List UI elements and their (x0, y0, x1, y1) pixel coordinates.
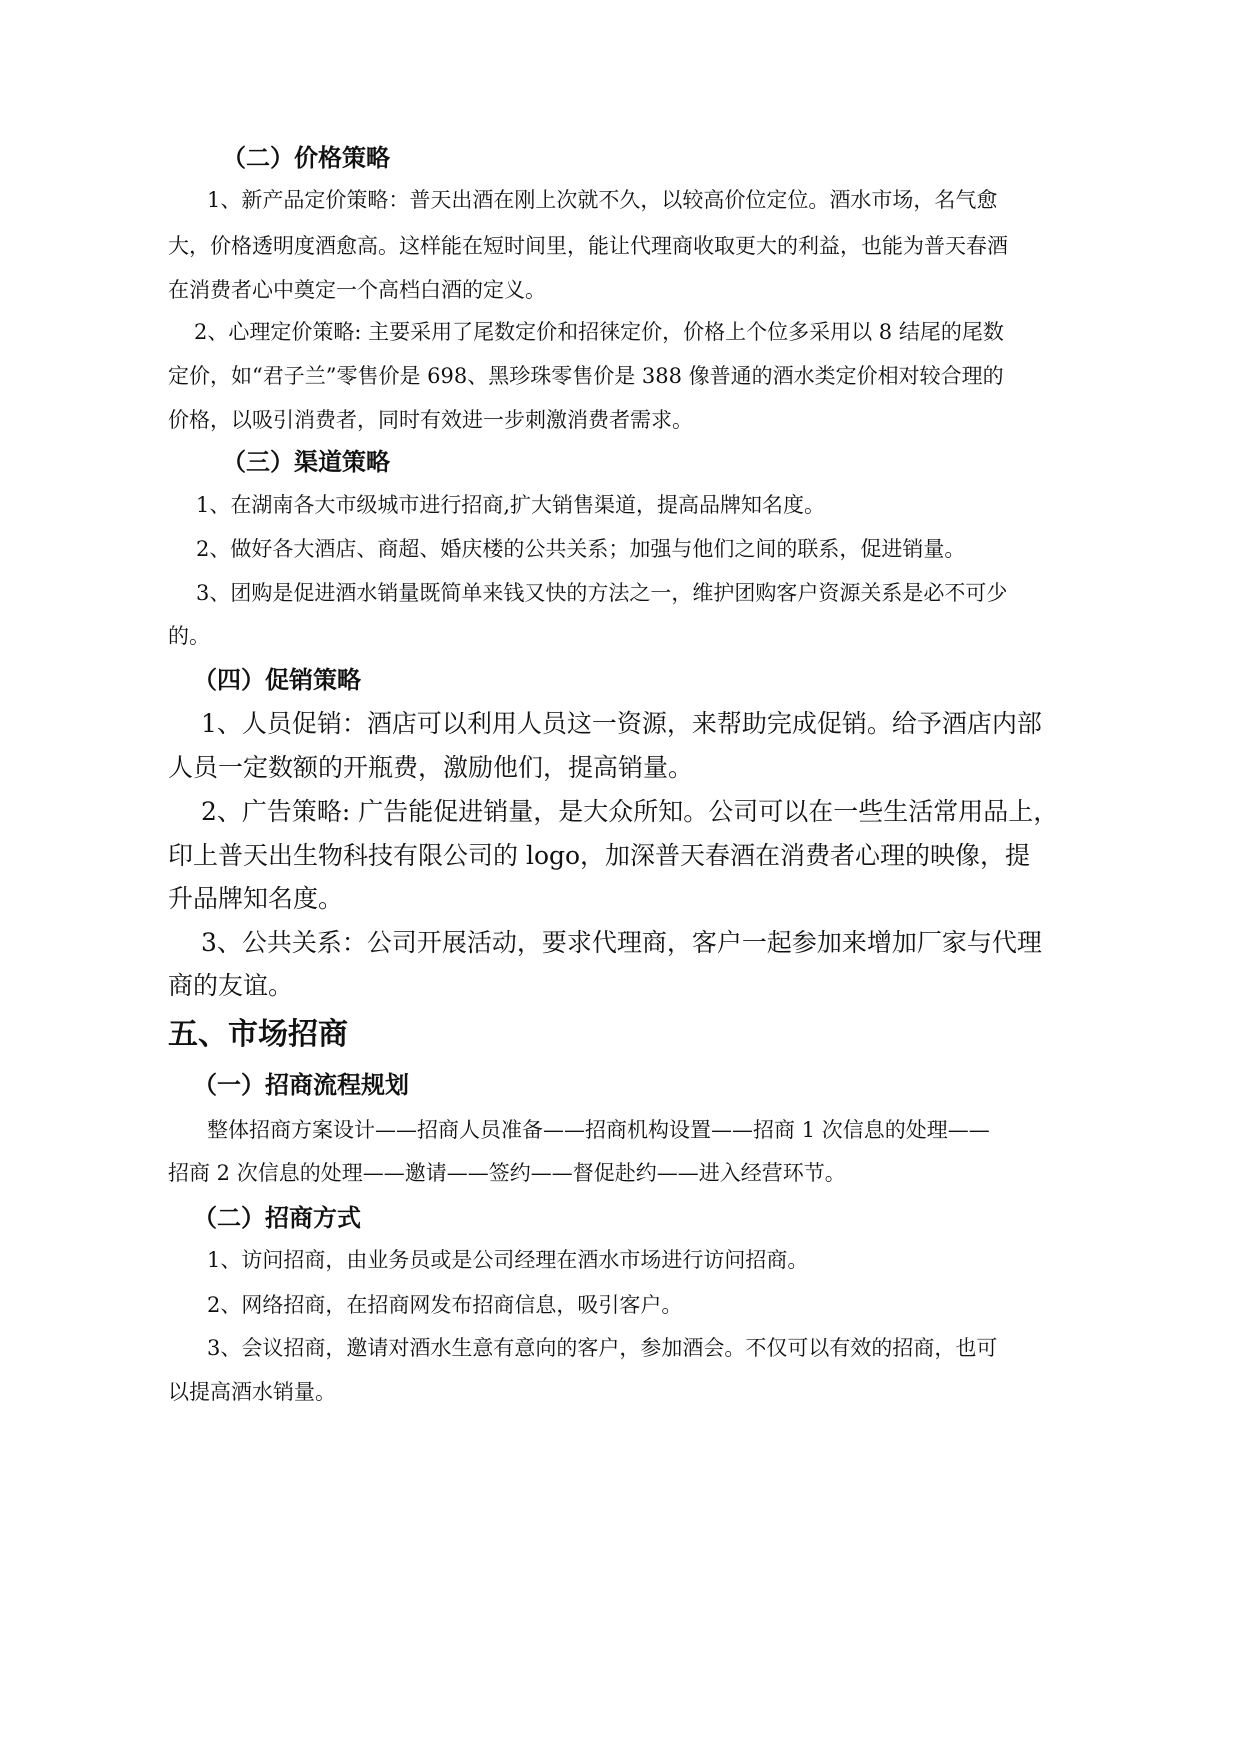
paragraph-line: 整体招商方案设计——招商人员准备——招商机构设置——招商 1 次信息的处理—— (207, 1118, 990, 1142)
section-heading-channel: （三）渠道策略 (222, 448, 390, 476)
paragraph-line: 2、广告策略: 广告能促进销量，是大众所知。公司可以在一些生活常用品上， (201, 797, 1059, 826)
paragraph-line: 人员一定数额的开瓶费，激励他们，提高销量。 (168, 753, 694, 782)
paragraph-line: 1、人员促销：酒店可以利用人员这一资源，来帮助完成促销。给予酒店内部 (201, 709, 1042, 738)
paragraph-line: 2、心理定价策略: 主要采用了尾数定价和招徕定价，价格上个位多采用以 8 结尾的尾数 (194, 320, 1004, 344)
paragraph-line: 3、公共关系：公司开展活动，要求代理商，客户一起参加来增加厂家与代理 (201, 928, 1042, 957)
section-heading-flow: （一）招商流程规划 (193, 1071, 409, 1099)
paragraph-line: 2、网络招商，在招商网发布招商信息，吸引客户。 (207, 1293, 683, 1317)
paragraph-line: 商的友谊。 (168, 971, 294, 1000)
paragraph-line: 印上普天出生物科技有限公司的 logo，加深普天春酒在消费者心理的映像，提 (168, 841, 1031, 870)
paragraph-line: 定价，如“君子兰”零售价是 698、黑珍珠零售价是 388 像普通的酒水类定价相对较合理的 (168, 364, 1004, 388)
paragraph-line: 3、团购是促进酒水销量既简单来钱又快的方法之一，维护团购客户资源关系是必不可少 (196, 581, 1008, 605)
paragraph-line: 以提高酒水销量。 (168, 1380, 336, 1404)
chapter-title: 五、市场招商 (168, 1017, 348, 1052)
paragraph-line: 2、做好各大酒店、商超、婚庆楼的公共关系；加强与他们之间的联系，促进销量。 (196, 537, 966, 561)
paragraph-line: 升品牌知名度。 (168, 884, 344, 913)
paragraph-line: 1、在湖南各大市级城市进行招商,扩大销售渠道，提高品牌知名度。 (196, 493, 826, 517)
paragraph-line: 大，价格透明度酒愈高。这样能在短时间里，能让代理商收取更大的利益，也能为普天春酒 (168, 234, 1008, 258)
section-heading-methods: （二）招商方式 (193, 1204, 361, 1232)
paragraph-line: 的。 (168, 624, 210, 648)
paragraph-line: 1、新产品定价策略：普天出酒在刚上次就不久，以较高价位定位。酒水市场，名气愈 (207, 188, 998, 212)
paragraph-line: 价格，以吸引消费者，同时有效进一步刺激消费者需求。 (168, 408, 693, 432)
paragraph-line: 3、会议招商，邀请对酒水生意有意向的客户，参加酒会。不仅可以有效的招商，也可 (207, 1336, 998, 1360)
section-heading-promotion: （四）促销策略 (193, 666, 361, 694)
section-heading-price: （二）价格策略 (222, 144, 390, 172)
paragraph-line: 在消费者心中奠定一个高档白酒的定义。 (168, 278, 546, 302)
paragraph-line: 1、访问招商，由业务员或是公司经理在酒水市场进行访问招商。 (207, 1248, 809, 1272)
paragraph-line: 招商 2 次信息的处理——邀请——签约——督促赴约——进入经营环节。 (168, 1161, 846, 1185)
